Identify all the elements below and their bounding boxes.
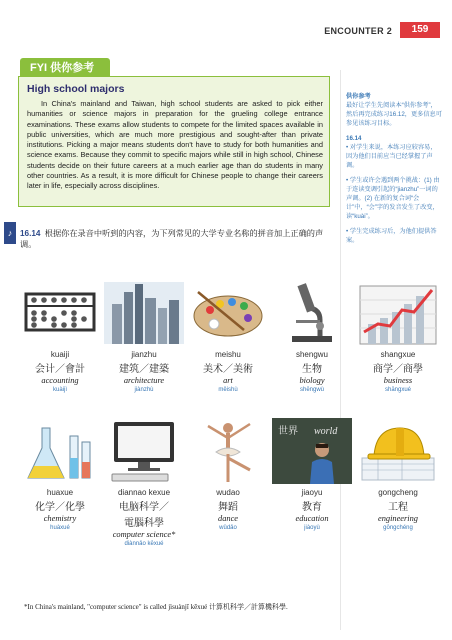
fyi-box bbox=[18, 76, 330, 207]
hanzi-label: 生物 bbox=[302, 364, 322, 375]
hanzi-label: 会计／會計 bbox=[35, 364, 85, 375]
fyi-body: In China's mainland and Taiwan, high school students are asked to pick either humanities or science majors in preparation for the grueling college entrance examinations. These exams allow students to compete for the limited spaces available in public universities, which are much more prestigious and sought-after than private institutions. Picking a major means students don't have to study for both humanities and science exams. Because they commit to specific majors while still in high school, Chinese students decide on their future careers at a much earlier age than do students in many other countries. As a result, it is more difficult for Chinese people to change their careers later in life, especially across disciplines. bbox=[27, 99, 323, 191]
pinyin-label: jianzhu bbox=[131, 350, 157, 359]
english-label: biology bbox=[299, 376, 325, 385]
audio-icon: ♪ bbox=[4, 222, 16, 244]
pinyin-label: gongcheng bbox=[378, 488, 418, 497]
pinyin-label: wudao bbox=[216, 488, 240, 497]
pinyin-label: diannao kexue bbox=[117, 488, 171, 497]
hanzi-label: 建筑／建築 bbox=[119, 364, 169, 375]
hanzi-label: 美术／美術 bbox=[203, 364, 253, 375]
fyi-title: High school majors bbox=[27, 83, 125, 95]
major-business bbox=[356, 280, 440, 393]
chalk-text-hanzi: 世界 bbox=[278, 426, 298, 437]
pinyin-label: shangxue bbox=[380, 350, 416, 359]
footnote: *In China's mainland, "computer science" is called jìsuànjī kēxué 计算机科学／計算機科學. bbox=[24, 603, 288, 611]
major-biology bbox=[270, 280, 354, 393]
english-label: business bbox=[383, 376, 413, 385]
major-computer-science bbox=[102, 418, 186, 547]
tone-answer: wǔdǎo bbox=[219, 525, 237, 531]
english-label: art bbox=[223, 376, 233, 385]
fyi-tab: FYI 供你参考 bbox=[20, 58, 110, 78]
hanzi-label-traditional: 電腦科學 bbox=[124, 518, 164, 529]
city-skyline-icon bbox=[104, 280, 184, 346]
microscope-icon bbox=[272, 280, 352, 346]
pinyin-label: jiaoyu bbox=[301, 488, 323, 497]
english-label: education bbox=[295, 514, 329, 523]
tone-answer: diànnǎo kēxué bbox=[124, 541, 164, 547]
teacher-chalkboard-icon bbox=[272, 418, 352, 484]
computer-icon bbox=[104, 418, 184, 484]
pinyin-label: meishu bbox=[215, 350, 241, 359]
paint-palette-icon bbox=[188, 280, 268, 346]
growth-chart-icon bbox=[358, 280, 438, 346]
lab-flask-icon bbox=[20, 418, 100, 484]
major-accounting bbox=[18, 280, 102, 393]
dancer-icon bbox=[188, 418, 268, 484]
tone-answer: shāngxué bbox=[384, 387, 412, 393]
hard-hat-icon bbox=[358, 418, 438, 484]
tone-answer: shēngwù bbox=[299, 387, 325, 393]
side-note-1: • 对学生来说，本练习应较容易，因为他们目前应当已经掌握了声调。 bbox=[346, 144, 437, 169]
pinyin-label: kuaiji bbox=[50, 350, 70, 359]
pinyin-label: huaxue bbox=[46, 488, 74, 497]
abacus-icon bbox=[20, 280, 100, 346]
side-note-3: • 学生完成练习后，为他们提供答案。 bbox=[346, 228, 437, 244]
major-architecture bbox=[102, 280, 186, 393]
tone-answer: měishù bbox=[218, 387, 238, 393]
tone-answer: huàxué bbox=[50, 525, 70, 531]
exercise-text: 根据你在录音中听到的内容，为下列常见的大学专业名称的拼音加上正确的声调。 bbox=[20, 229, 324, 249]
side-heading-exercise: 16.14 bbox=[346, 135, 362, 142]
major-dance bbox=[186, 418, 270, 531]
major-education bbox=[270, 418, 354, 531]
english-label: architecture bbox=[123, 376, 165, 385]
exercise-number: 16.14 bbox=[20, 229, 41, 238]
side-note-fyi: 最好让学生先阅读本“供你参考”，然后再完成练习16.12，更多信息可参见该练习目标。 bbox=[346, 102, 442, 127]
major-engineering bbox=[356, 418, 440, 531]
english-label: computer science* bbox=[112, 530, 176, 539]
hanzi-label: 工程 bbox=[388, 502, 408, 513]
chalk-text-english: world bbox=[314, 426, 338, 437]
tone-answer: jiànzhù bbox=[134, 387, 154, 393]
major-art bbox=[186, 280, 270, 393]
major-chemistry bbox=[18, 418, 102, 531]
english-label: engineering bbox=[377, 514, 418, 523]
teacher-notes bbox=[346, 92, 442, 251]
tone-answer: kuàijì bbox=[52, 387, 67, 393]
page-number: 159 bbox=[400, 22, 440, 38]
hanzi-label: 教育 bbox=[302, 502, 322, 513]
hanzi-label: 舞蹈 bbox=[218, 502, 238, 513]
section-label: ENCOUNTER 2 bbox=[324, 26, 392, 36]
hanzi-label: 商学／商學 bbox=[373, 364, 423, 375]
english-label: chemistry bbox=[43, 514, 77, 523]
tone-answer: gōngchéng bbox=[383, 525, 413, 531]
hanzi-label: 电脑科学／ bbox=[119, 502, 169, 513]
exercise-instruction bbox=[20, 228, 338, 250]
hanzi-label: 化学／化學 bbox=[35, 502, 85, 513]
side-note-2: • 学生或许会遇到两个挑战：(1) 由于连读变调引起的“jianzhu”一词的声调。(2) 在新的复合词“会计”中，“会”字的发音发生了改变，读“kuài”。 bbox=[346, 177, 440, 220]
english-label: dance bbox=[218, 514, 238, 523]
pinyin-label: shengwu bbox=[295, 350, 329, 359]
side-heading-fyi: 供你参考 bbox=[346, 93, 371, 100]
tone-answer: jiàoyù bbox=[304, 525, 320, 531]
english-label: accounting bbox=[41, 376, 79, 385]
